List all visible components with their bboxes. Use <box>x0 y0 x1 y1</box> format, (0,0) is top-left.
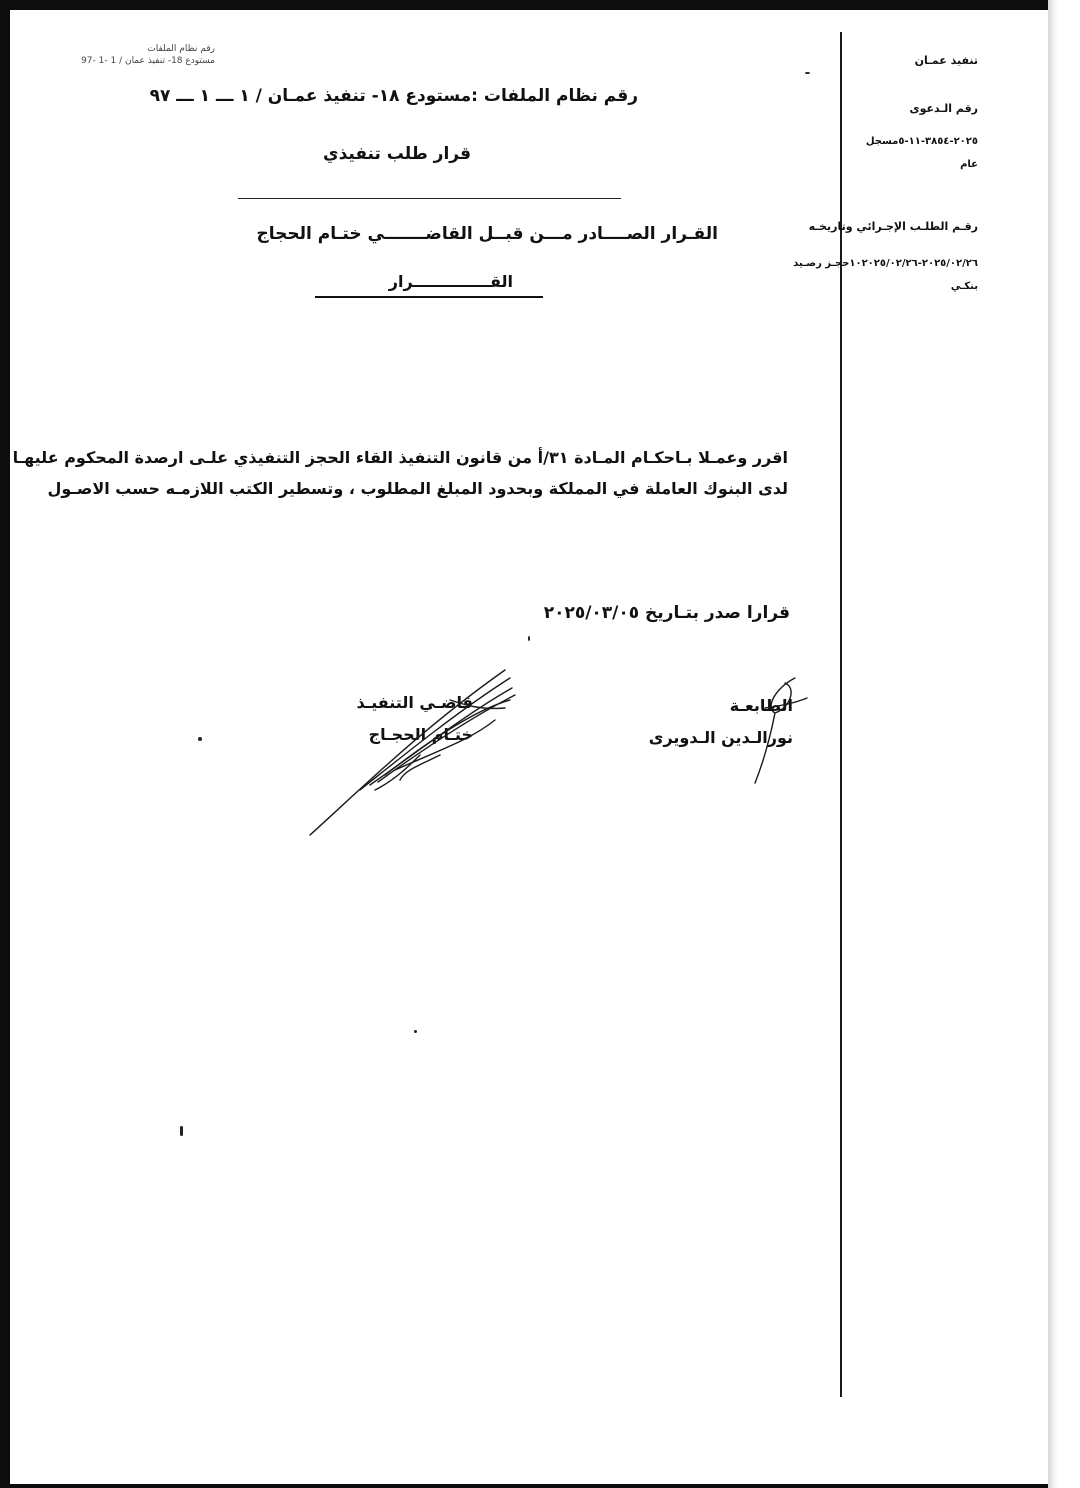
sidebar-divider <box>840 32 842 1397</box>
scan-speck <box>528 636 530 641</box>
decision-body-line-1: اقرر وعمـلا بـاحكـام المـادة ٣١/أ من قانون التنفيذ القاء الحجز التنفيذي علـى ارصدة المحكوم عليهـا <box>12 448 788 467</box>
scan-speck <box>198 737 202 741</box>
top-left-reference <box>65 43 215 67</box>
title-divider <box>238 198 621 199</box>
scan-speck <box>805 72 810 74</box>
sidebar-request-suffix: بنكـي <box>950 281 978 292</box>
scan-edge <box>1048 0 1080 1488</box>
judge-signature <box>300 660 530 850</box>
scan-speck <box>414 1030 417 1033</box>
typist-name: نورالـدين الـدويرى <box>648 728 793 747</box>
top-left-label: رقم نظام الملفات <box>147 44 215 54</box>
sidebar-case-number: ٢٠٢٥-٣٨٥٤-١١-٥مسجل <box>865 136 978 147</box>
sidebar-request-value: ٢٠٢٥/٠٢/٢٦-١٠٢٠٢٥/٠٢/٢٦حجـز رصـيد <box>793 258 978 269</box>
sidebar-case-suffix: عام <box>960 159 978 170</box>
decision-heading-underline <box>315 296 543 298</box>
typist-title: الطابعـة <box>729 696 793 715</box>
judge-title: قاضـي التنفيـذ <box>356 693 473 712</box>
request-title: قرار طلب تنفيذي <box>322 144 471 164</box>
judge-name: ختـام الحجـاج <box>368 725 473 744</box>
typist-signature <box>735 668 815 788</box>
decision-body-line-2: لدى البنوك العاملة في المملكة وبحدود المبلغ المطلوب ، وتسطير الكتب اللازمـه حسب الاصـول <box>47 479 788 498</box>
decision-heading: القــــــــــــــرار <box>388 272 513 291</box>
scan-speck <box>180 1126 183 1136</box>
sidebar-request-label: رقـم الطلـب الإجـرائي وتاريخـه <box>808 220 978 233</box>
decision-date: قرارا صدر بتـاريخ ٢٠٢٥/٠٣/٠٥ <box>543 603 790 623</box>
issued-by-line: القـرار الصــــادر مـــن قبــل القاضـــــــي ختـام الحجاج <box>256 224 718 244</box>
sidebar-case-label: رقم الـدعوى <box>909 102 978 115</box>
top-left-repository: مستودع 18- تنفيذ عمان / 1 -1 -97 <box>81 56 215 66</box>
sidebar-court: تنفيذ عمـان <box>914 54 978 67</box>
document-page <box>10 10 1048 1484</box>
file-number: رقم نظام الملفات :مستودع ١٨- تنفيذ عمـان / ١ ـــ ١ ـــ ٩٧ <box>149 86 638 106</box>
